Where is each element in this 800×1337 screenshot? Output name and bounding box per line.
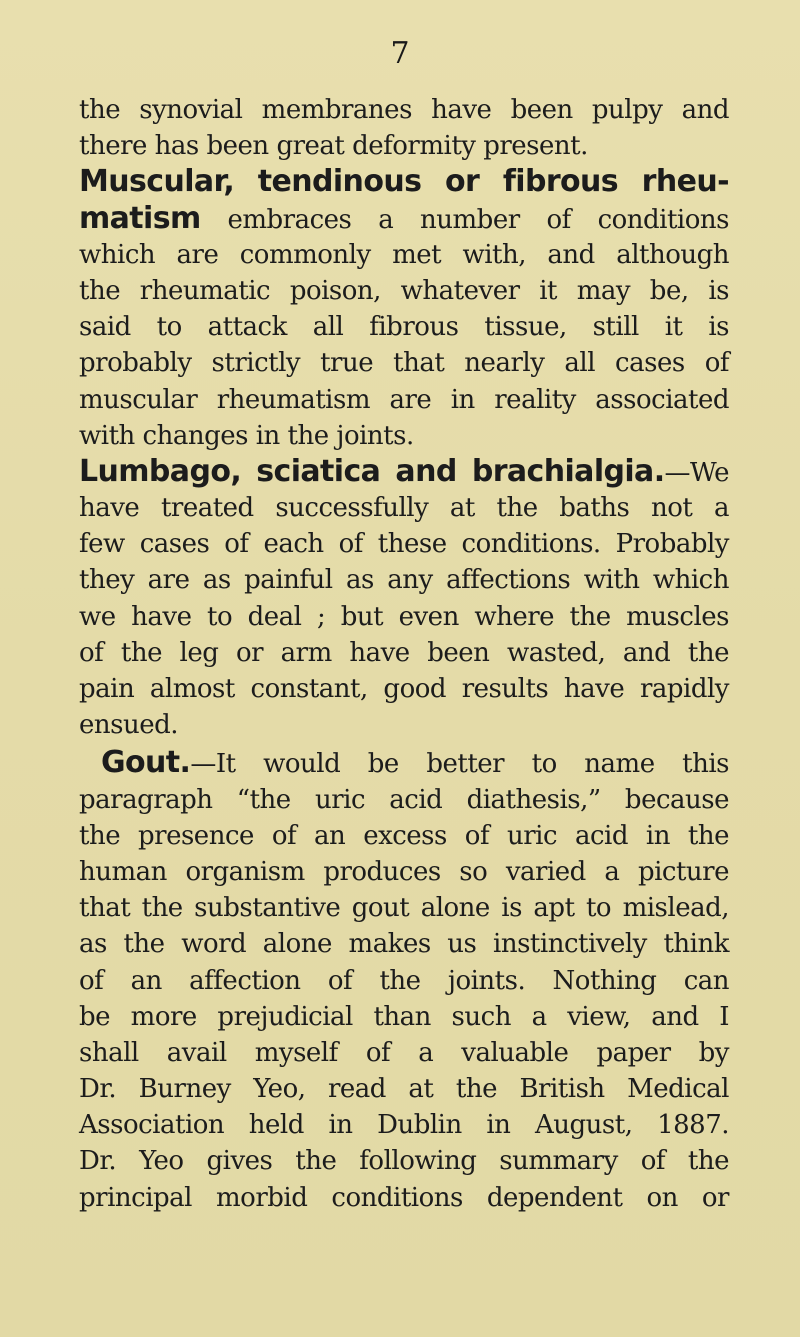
text-line: that the substantive gout alone is apt to mislead, bbox=[79, 893, 729, 924]
text-line: they are as painful as any affections with which bbox=[79, 565, 729, 596]
page-number: 7 bbox=[390, 36, 410, 71]
section-heading: Lumbago, sciatica and brachialgia. bbox=[79, 453, 665, 489]
text-line: Association held in Dublin in August, 1887. bbox=[79, 1110, 729, 1141]
text-line: the rheumatic poison, whatever it may be, is bbox=[79, 275, 729, 306]
text-line: ensued. bbox=[79, 710, 179, 741]
text-line: few cases of each of these conditions. Probably bbox=[79, 529, 729, 560]
text-line: have treated successfully at the baths not a bbox=[79, 493, 729, 524]
text-line: Dr. Yeo gives the following summary of the bbox=[79, 1146, 729, 1177]
text-line: of the leg or arm have been wasted, and the bbox=[79, 637, 729, 668]
section-heading: Muscular, tendinous or fibrous rheu- bbox=[79, 164, 729, 200]
body-text bbox=[79, 92, 729, 1216]
text-line: said to attack all fibrous tissue, still it is bbox=[79, 312, 729, 343]
text-line: there has been great deformity present. bbox=[79, 131, 588, 162]
text-line: the synovial membranes have been pulpy and bbox=[79, 95, 729, 125]
text-line: pain almost constant, good results have rapidly bbox=[79, 674, 729, 704]
text-line: probably strictly true that nearly all cases of bbox=[79, 348, 729, 379]
text-line: with changes in the joints. bbox=[79, 420, 414, 451]
section-heading-line: Gout.—It would be better to name this bbox=[101, 745, 729, 781]
text-line: which are commonly met with, and although bbox=[79, 239, 729, 270]
text-line: Dr. Burney Yeo, read at the British Medical bbox=[79, 1074, 729, 1105]
text-line: shall avail myself of a valuable paper by bbox=[79, 1037, 729, 1068]
section-heading: matism bbox=[79, 200, 201, 236]
section-heading-line bbox=[79, 164, 729, 200]
text-line: we have to deal ; but even where the muscles bbox=[79, 601, 729, 632]
text-line: muscular rheumatism are in reality associated bbox=[79, 384, 729, 415]
text-line: paragraph “the uric acid diathesis,” because bbox=[79, 784, 729, 815]
section-heading: Gout. bbox=[101, 745, 191, 781]
text-line: human organism produces so varied a picture bbox=[79, 856, 729, 887]
text-line: be more prejudicial than such a view, and I bbox=[79, 1001, 729, 1032]
text-line: principal morbid conditions dependent on or bbox=[79, 1182, 729, 1213]
text-line: matism embraces a number of conditions bbox=[79, 200, 729, 236]
section-heading-line: Lumbago, sciatica and brachialgia.—We bbox=[79, 453, 729, 489]
text-line: as the word alone makes us instinctively think bbox=[79, 929, 729, 960]
text-line: the presence of an excess of uric acid in the bbox=[79, 820, 729, 851]
text-line: of an affection of the joints. Nothing can bbox=[79, 965, 729, 996]
